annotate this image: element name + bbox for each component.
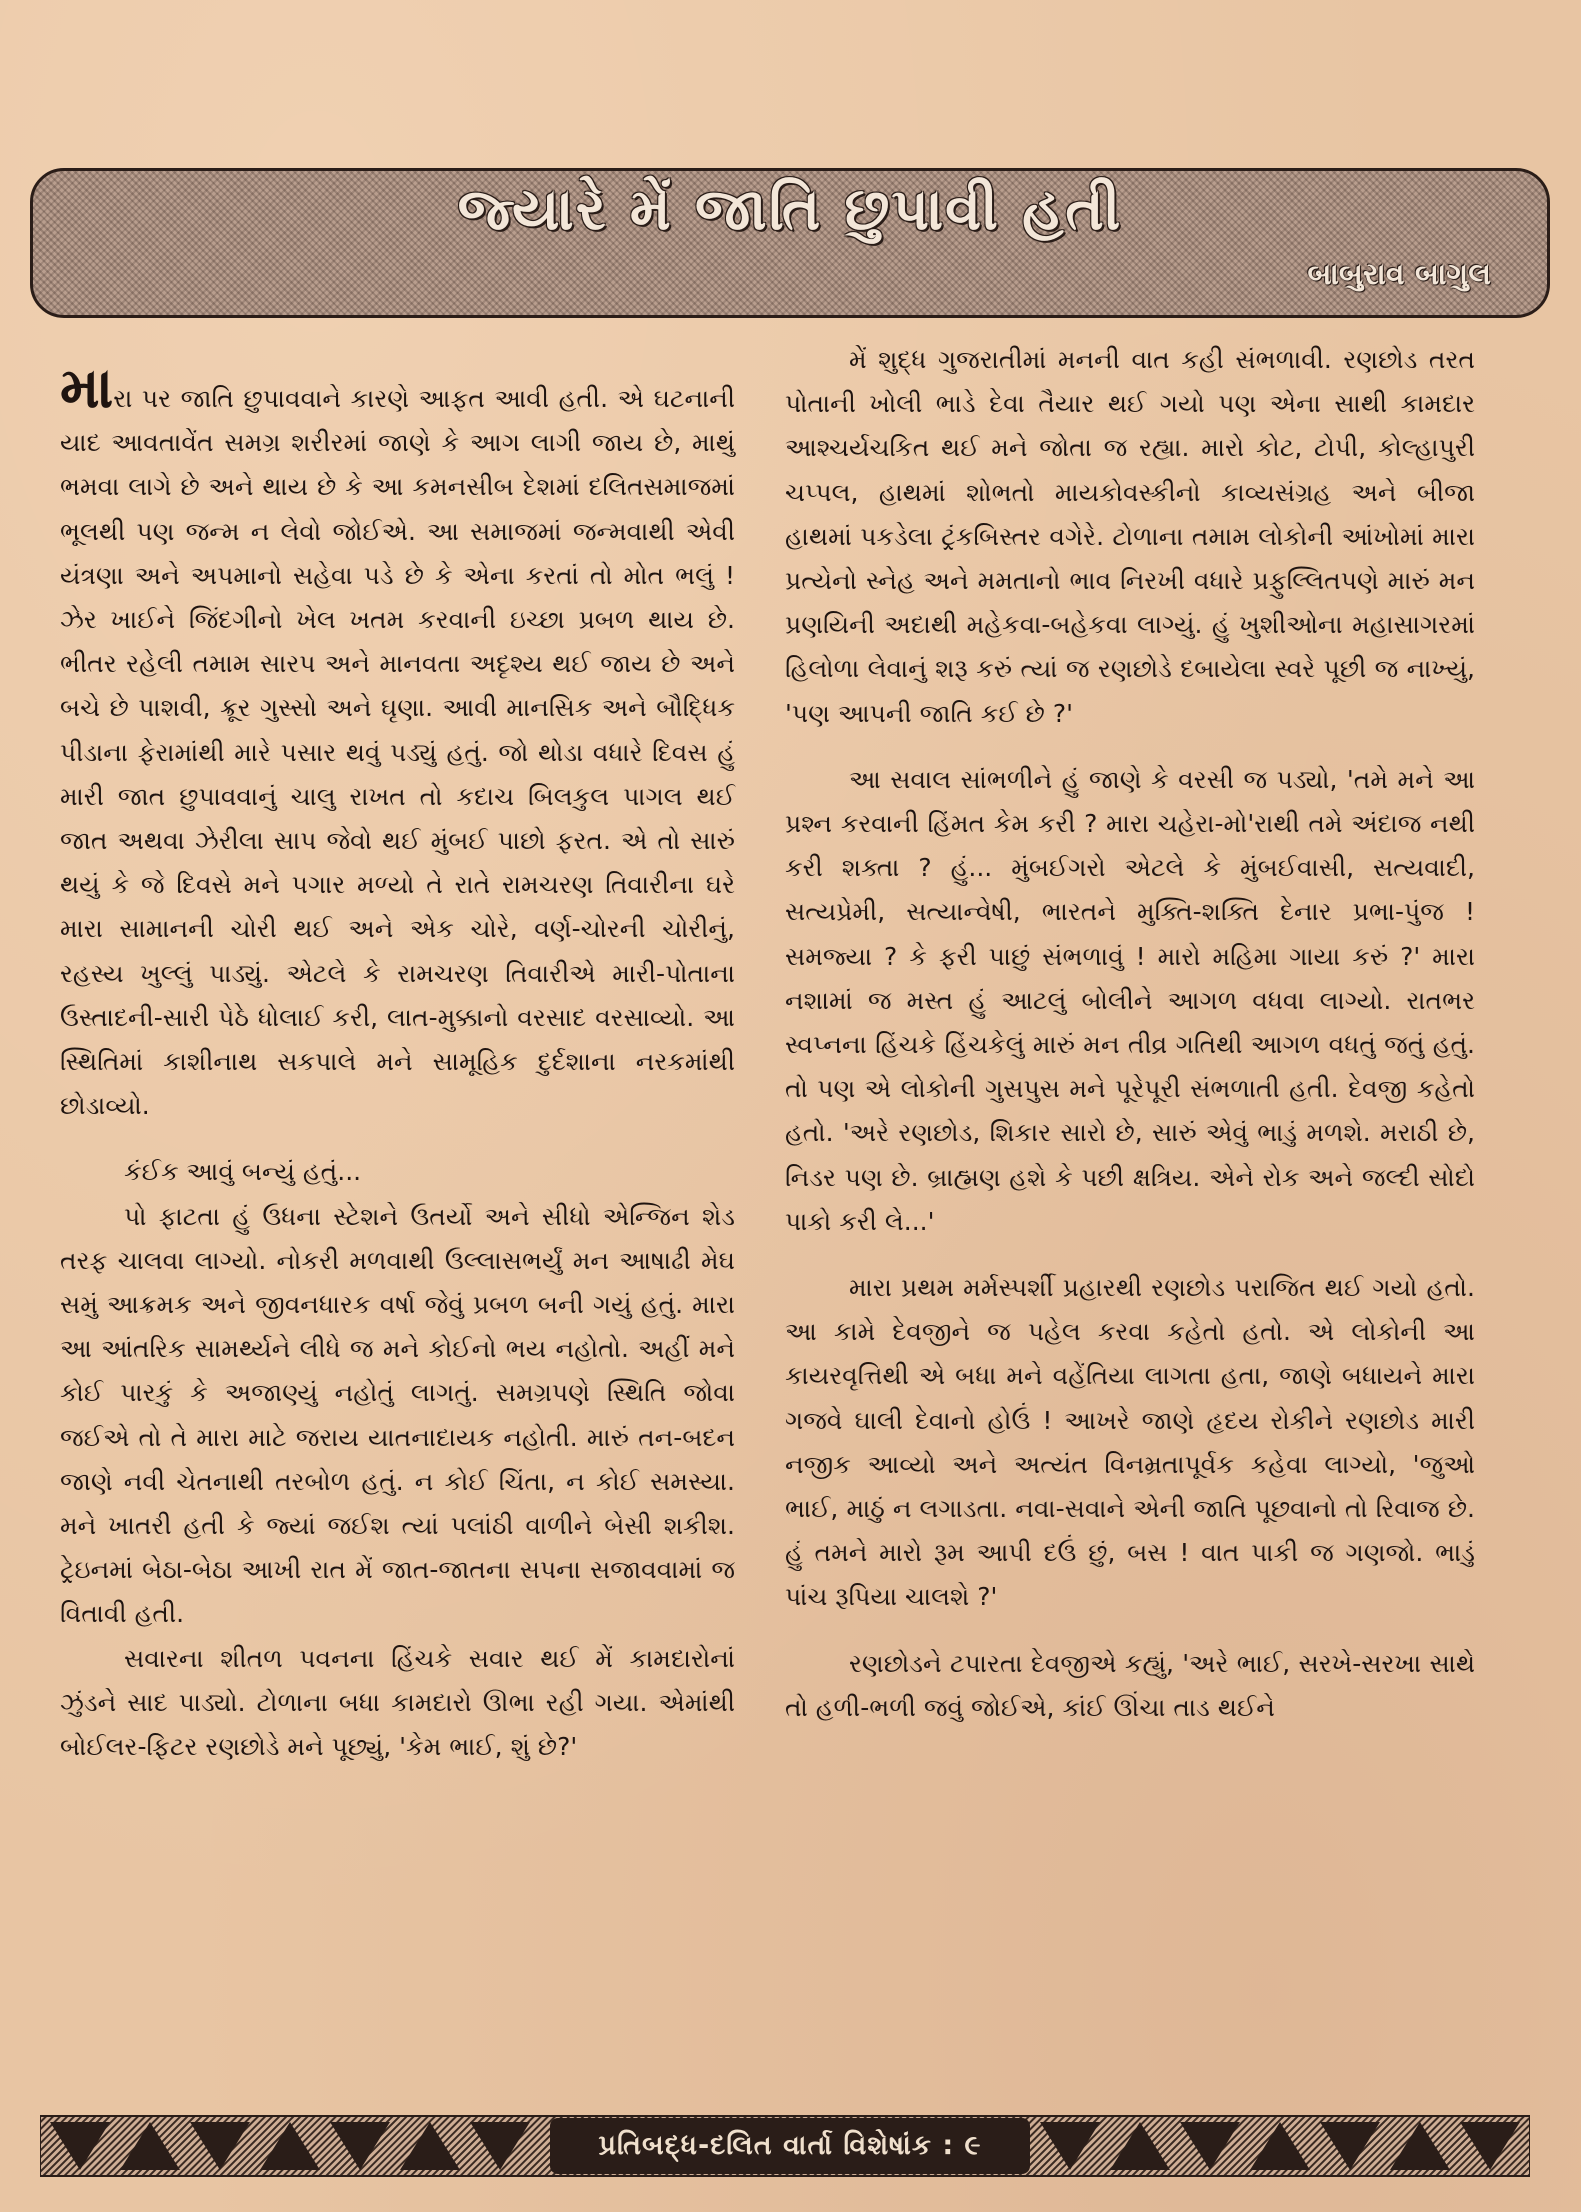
left-column bbox=[60, 355, 735, 1769]
dropcap: મા bbox=[60, 355, 114, 421]
page-footer bbox=[40, 2114, 1530, 2178]
left-paragraph-1-text: રા પર જાતિ છુપાવવાને કારણે આફત આવી હતી. એ ઘટનાની યાદ આવતાવેંત સમગ્ર શરીરમાં જાણે કે આગ લાગી જાય છે, માથું ભમવા લાગે છે અને થાય છે કે આ કમનસીબ દેશમાં દલિતસમાજમાં ભૂલથી પણ જન્મ ન લેવો જોઈએ. આ સમાજમાં જન્મવાથી એવી યંત્રણા અને અપમાનો સહેવા પડે છે કે એના કરતાં તો મોત ભલું ! ઝેર ખાઈને જિંદગીનો ખેલ ખતમ કરવાની ઇચ્છા પ્રબળ થાય છે. ભીતર રહેલી તમામ સારપ અને માનવતા અદૃશ્ય થઈ જાય છે અને બચે છે પાશવી, ક્રૂર ગુસ્સો અને ઘૃણા. આવી માનસિક અને બૌદ્ધિક પીડાના ફેરામાંથી મારે પસાર થવું પડ્યું હતું. જો થોડા વધારે દિવસ હું મારી જાત છુપાવવાનું ચાલુ રાખત તો કદાચ બિલકુલ પાગલ થઈ જાત અથવા ઝેરીલા સાપ જેવો થઈ મુંબઈ પાછો ફરત. એ તો સારું થયું કે જે દિવસે મને પગાર મળ્યો તે રાતે રામચરણ તિવારીના ઘરે મારા સામાનની ચોરી થઈ અને એક ચોરે, વર્ણ-ચોરની ચોરીનું, રહસ્ય ખુલ્લું પાડ્યું. એટલે કે રામચરણ તિવારીએ મારી-પોતાના ઉસ્તાદની-સારી પેઠે ધોલાઈ કરી, લાત-મુક્કાનો વરસાદ વરસાવ્યો. આ સ્થિતિમાં કાશીનાથ સકપાલે મને સામૂહિક દુર્દશાના નરકમાંથી છોડાવ્યો. bbox=[60, 384, 735, 1121]
right-paragraph-4: રણછોડને ટપારતા દેવજીએ કહ્યું, 'અરે ભાઈ, સરખે-સરખા સાથે તો હળી-ભળી જવું જોઈએ, કાંઈ ઊંચા તાડ થઈને bbox=[785, 1648, 1475, 1722]
left-paragraph-2: કંઈક આવું બન્યું હતું... bbox=[124, 1157, 362, 1187]
article-title: જ્યારે મેં જાતિ છુપાવી હતી bbox=[457, 175, 1123, 243]
right-paragraph-3: મારા પ્રથમ મર્મસ્પર્શી પ્રહારથી રણછોડ પરાજિત થઈ ગયો હતો. આ કામે દેવજીને જ પહેલ કરવા કહેતો હતો. એ લોકોની આ કાયરવૃત્તિથી એ બધા મને વહેંતિયા લાગતા હતા, જાણે બધાયને મારા ગજવે ઘાલી દેવાનો હોઉં ! આખરે જાણે હૃદય રોકીને રણછોડ મારી નજીક આવ્યો અને અત્યંત વિનમ્રતાપૂર્વક કહેવા લાગ્યો, 'જુઓ ભાઈ, માઠું ન લગાડતા. નવા-સવાને એની જાતિ પૂછવાનો તો રિવાજ છે. હું તમને મારો રૂમ આપી દઉં છું, બસ ! વાત પાકી જ ગણજો. ભાડું પાંચ રૂપિયા ચાલશે ?' bbox=[785, 1273, 1475, 1612]
footer-label-box bbox=[550, 2118, 1030, 2174]
left-paragraph-1 bbox=[60, 355, 735, 1128]
left-paragraph-3: પો ફાટતા હું ઉધના સ્ટેશને ઉતર્યો અને સીધો એન્જિન શેડ તરફ ચાલવા લાગ્યો. નોકરી મળવાથી ઉલ્લાસભર્યું મન આષાઢી મેઘ સમું આક્રમક અને જીવનધારક વર્ષા જેવું પ્રબળ બની ગયું હતું. મારા આ આંતરિક સામર્થ્યને લીધે જ મને કોઈનો ભય નહોતો. અહીં મને કોઈ પારકું કે અજાણ્યું નહોતું લાગતું. સમગ્રપણે સ્થિતિ જોવા જઈએ તો તે મારા માટે જરાય યાતનાદાયક નહોતી. મારું તન-બદન જાણે નવી ચેતનાથી તરબોળ હતું. ન કોઈ ચિંતા, ન કોઈ સમસ્યા. મને ખાતરી હતી કે જ્યાં જઈશ ત્યાં પલાંઠી વાળીને બેસી શકીશ. ટ્રેઇનમાં બેઠા-બેઠા આખી રાત મેં જાત-જાતના સપના સજાવવામાં જ વિતાવી હતી. bbox=[60, 1201, 735, 1629]
left-paragraph-4: સવારના શીતળ પવનના હિંચકે સવાર થઈ મેં કામદારોનાં ઝુંડને સાદ પાડ્યો. ટોળાના બધા કામદારો ઊભા રહી ગયા. એમાંથી બોઈલર-ફિટર રણછોડે મને પૂછ્યું, 'કેમ ભાઈ, શું છે?' bbox=[60, 1643, 735, 1762]
article-author: બાબુરાવ બાગુલ bbox=[1307, 257, 1491, 292]
footer-label: પ્રતિબદ્ધ-દલિત વાર્તા વિશેષાંક : ૯ bbox=[598, 2130, 982, 2161]
right-paragraph-1: મેં શુદ્ધ ગુજરાતીમાં મનની વાત કહી સંભળાવી. રણછોડ તરત પોતાની ખોલી ભાડે દેવા તૈયાર થઈ ગયો પણ એના સાથી કામદાર આશ્ચર્યચકિત થઈ મને જોતા જ રહ્યા. મારો કોટ, ટોપી, કોલ્હાપુરી ચપ્પલ, હાથમાં શોભતો માયકોવસ્કીનો કાવ્યસંગ્રહ અને બીજા હાથમાં પકડેલા ટ્રંકબિસ્તર વગેરે. ટોળાના તમામ લોકોની આંખોમાં મારા પ્રત્યેનો સ્નેહ અને મમતાનો ભાવ નિરખી વધારે પ્રફુલ્લિતપણે મારું મન પ્રણયિની અદાથી મહેકવા-બહેકવા લાગ્યું. હું ખુશીઓના મહાસાગરમાં હિલોળા લેવાનું શરૂ કરું ત્યાં જ રણછોડે દબાયેલા સ્વરે પૂછી જ નાખ્યું, 'પણ આપની જાતિ કઈ છે ?' bbox=[785, 345, 1475, 728]
title-banner bbox=[30, 168, 1550, 318]
right-paragraph-2: આ સવાલ સાંભળીને હું જાણે કે વરસી જ પડ્યો, 'તમે મને આ પ્રશ્ન કરવાની હિંમત કેમ કરી ? મારા ચહેરા-મો'રાથી તમે અંદાજ નથી કરી શક્તા ? હું... મુંબઈગરો એટલે કે મુંબઈવાસી, સત્યવાદી, સત્યપ્રેમી, સત્યાન્વેષી, ભારતને મુક્તિ-શક્તિ દેનાર પ્રભા-પુંજ ! સમજ્યા ? કે ફરી પાછું સંભળાવું ! મારો મહિમા ગાયા કરું ?' મારા નશામાં જ મસ્ત હું આટલું બોલીને આગળ વધવા લાગ્યો. રાતભર સ્વપ્નના હિંચકે હિંચકેલું મારું મન તીવ્ર ગતિથી આગળ વધતું જતું હતું. તો પણ એ લોકોની ગુસપુસ મને પૂરેપૂરી સંભળાતી હતી. દેવજી કહેતો હતો. 'અરે રણછોડ, શિકાર સારો છે, સારું એવું ભાડું મળશે. મરાઠી છે, નિડર પણ છે. બ્રાહ્મણ હશે કે પછી ક્ષત્રિય. એને રોક અને જલ્દી સોદો પાકો કરી લે...' bbox=[785, 764, 1475, 1236]
right-column bbox=[785, 338, 1475, 1730]
